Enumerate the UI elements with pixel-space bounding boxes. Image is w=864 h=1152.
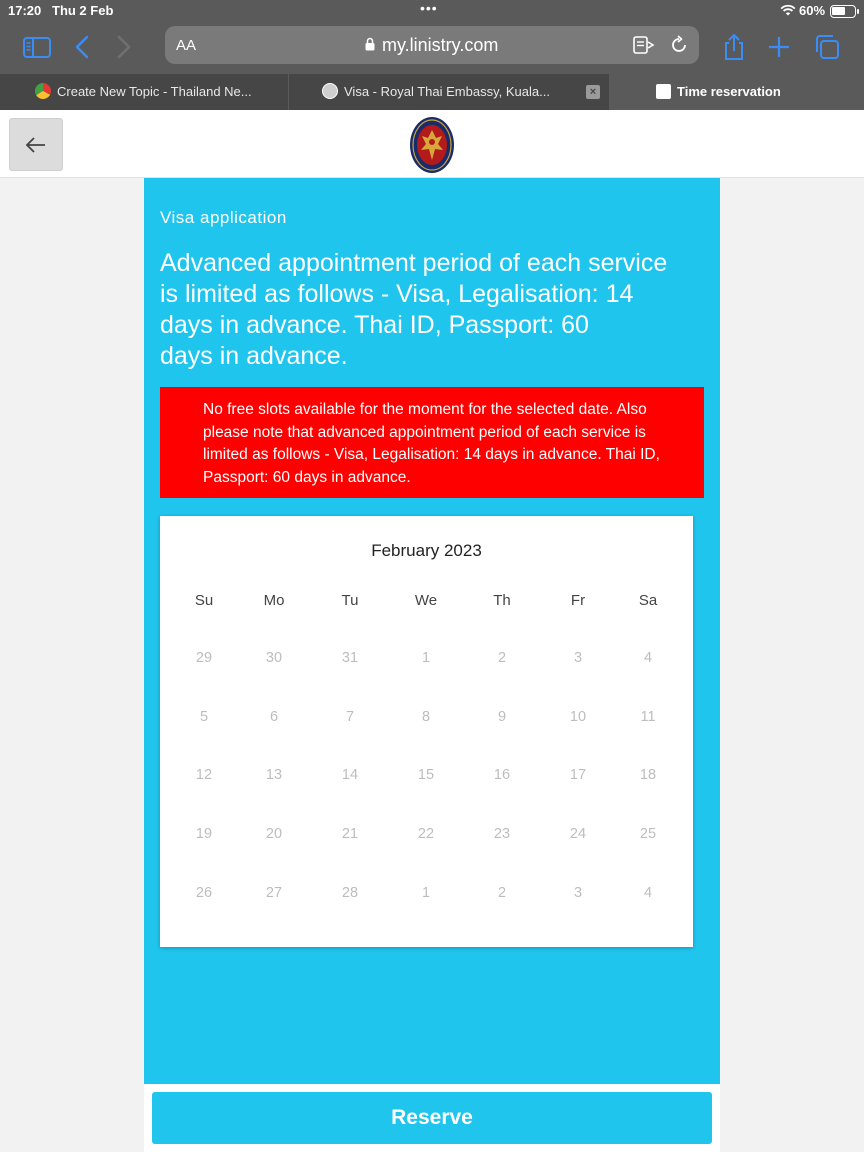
calendar-day-disabled: 31: [341, 650, 359, 666]
weekday-header: Mo: [263, 592, 285, 609]
calendar-day-disabled: 27: [265, 885, 283, 901]
weekday-header: Sa: [638, 592, 658, 609]
battery-tip: [857, 9, 859, 14]
calendar-day-disabled: 28: [341, 885, 359, 901]
calendar-day-disabled: 16: [493, 767, 511, 783]
calendar-day-disabled: 2: [497, 650, 507, 666]
tab-label: Time reservation: [677, 84, 781, 99]
calendar-day-disabled: 26: [195, 885, 213, 901]
embassy-emblem-logo: [409, 116, 455, 174]
calendar-day-disabled: 7: [345, 709, 355, 725]
calendar-day-disabled: 4: [643, 650, 653, 666]
back-button[interactable]: [9, 118, 63, 171]
multitasking-dots-icon[interactable]: •••: [420, 0, 438, 16]
calendar-day-disabled: 20: [265, 826, 283, 842]
calendar-day-disabled: 18: [639, 767, 657, 783]
reader-icon[interactable]: [633, 36, 655, 54]
reload-icon[interactable]: [669, 35, 689, 55]
weekday-header: Tu: [341, 592, 359, 609]
page-header: [0, 110, 864, 178]
headline-line: days in advance.: [160, 342, 348, 370]
calendar-day-disabled: 1: [421, 885, 431, 901]
share-icon[interactable]: [719, 32, 749, 62]
calendar-day-disabled: 24: [569, 826, 587, 842]
clock: 17:20: [8, 3, 42, 18]
calendar-month-label: February 2023: [371, 541, 482, 560]
alert-line: No free slots available for the moment for the selected date. Also: [203, 401, 647, 418]
calendar-day-disabled: 6: [269, 709, 279, 725]
embassy-favicon-icon: [322, 83, 338, 99]
back-nav-icon[interactable]: [68, 32, 98, 62]
calendar-day-disabled: 19: [195, 826, 213, 842]
battery-icon: [830, 5, 856, 18]
browser-toolbar: [0, 22, 864, 74]
page-subtitle: Visa application: [160, 208, 287, 227]
calendar-day-disabled: 23: [493, 826, 511, 842]
alert-line: limited as follows - Visa, Legalisation: 14 days in advance. Thai ID,: [203, 446, 660, 463]
status-bar: [0, 0, 864, 22]
calendar-day-disabled: 11: [640, 709, 656, 725]
text-size-button[interactable]: AA: [176, 37, 197, 54]
lock-icon: [365, 37, 375, 51]
tab-divider: [288, 74, 289, 110]
new-tab-icon[interactable]: [764, 32, 794, 62]
weekday-header: Th: [493, 592, 511, 609]
calendar-day-disabled: 22: [417, 826, 435, 842]
tab-label: Create New Topic - Thailand Ne...: [57, 84, 252, 99]
reserve-button[interactable]: Reserve: [152, 1092, 712, 1144]
chrome-favicon-icon: [35, 83, 51, 99]
tab-bar: [0, 74, 864, 110]
tab-visa-embassy[interactable]: [322, 74, 567, 110]
url-text: my.linistry.com: [382, 35, 499, 55]
calendar-day-disabled: 14: [341, 767, 359, 783]
calendar-day-disabled: 17: [569, 767, 587, 783]
calendar-day-disabled: 21: [341, 826, 359, 842]
close-tab-icon[interactable]: ×: [586, 85, 600, 99]
calendar-day-disabled: 1: [421, 650, 431, 666]
alert-line: please note that advanced appointment period of each service is: [203, 423, 646, 441]
headline-line: Advanced appointment period of each service: [160, 249, 668, 277]
calendar-day-disabled: 5: [199, 709, 209, 725]
battery-percent: 60%: [799, 3, 826, 18]
wifi-icon: [780, 4, 796, 16]
tab-create-topic[interactable]: [35, 74, 285, 110]
calendar-day-disabled: 12: [195, 767, 213, 783]
page-headline: [160, 248, 705, 372]
sidebar-icon[interactable]: [22, 32, 52, 62]
tab-label: Visa - Royal Thai Embassy, Kuala...: [344, 84, 550, 99]
calendar-day-disabled: 2: [497, 885, 507, 901]
tab-time-reservation[interactable]: [609, 74, 864, 110]
headline-line: is limited as follows - Visa, Legalisation: 14: [160, 280, 634, 308]
date-picker-calendar: [160, 516, 693, 947]
forward-nav-icon[interactable]: [108, 32, 138, 62]
weekday-header: Fr: [570, 592, 586, 609]
calendar-favicon-icon: [656, 84, 671, 99]
calendar-day-disabled: 13: [265, 767, 283, 783]
weekday-header: We: [414, 592, 438, 609]
reservation-panel: [144, 178, 720, 1084]
footer: [144, 1084, 720, 1152]
calendar-day-disabled: 3: [573, 650, 583, 666]
date: Thu 2 Feb: [52, 3, 114, 18]
calendar-day-disabled: 25: [639, 826, 657, 842]
headline-line: days in advance. Thai ID, Passport: 60: [160, 311, 589, 339]
calendar-day-disabled: 4: [643, 885, 653, 901]
tab-overview-icon[interactable]: [812, 32, 842, 62]
calendar-day-disabled: 8: [421, 709, 431, 725]
calendar-day-disabled: 30: [265, 650, 283, 666]
weekday-header: Su: [194, 592, 214, 609]
calendar-day-disabled: 15: [417, 767, 435, 783]
no-slots-alert: [160, 387, 704, 498]
address-bar[interactable]: [165, 26, 699, 64]
calendar-day-disabled: 3: [573, 885, 583, 901]
calendar-day-disabled: 10: [569, 709, 587, 725]
alert-line: Passport: 60 days in advance.: [203, 468, 411, 486]
calendar-day-disabled: 9: [497, 709, 507, 725]
arrow-left-icon: [25, 134, 47, 156]
calendar-day-disabled: 29: [195, 650, 213, 666]
